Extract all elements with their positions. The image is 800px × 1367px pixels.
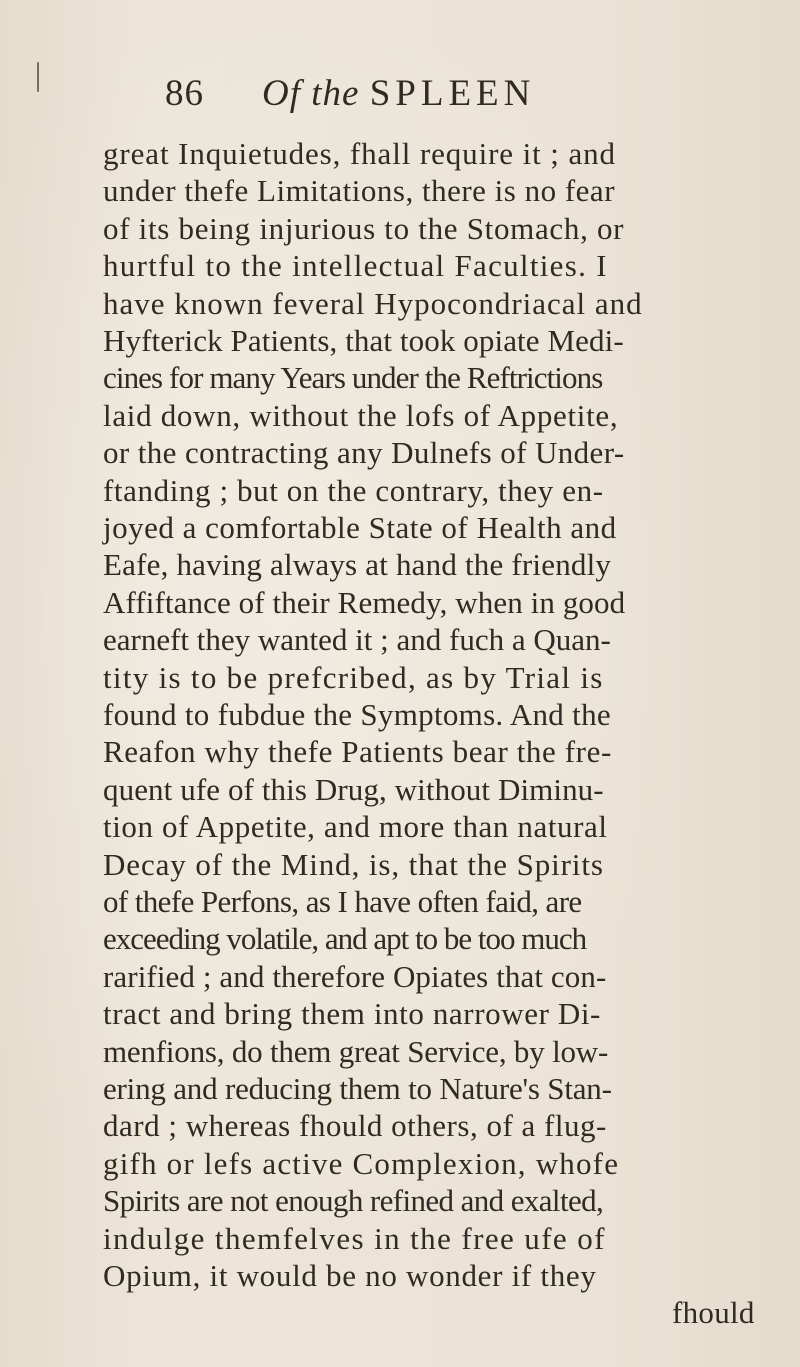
text-line: ering and reducing them to Nature's Stan- xyxy=(103,1071,612,1106)
text-line: Hyfterick Patients, that took opiate Medi- xyxy=(103,323,624,358)
text-line: quent ufe of this Drug, without Diminu- xyxy=(103,771,604,807)
text-line: dard ; whereas fhould others, of a flug- xyxy=(103,1108,607,1144)
running-title-of: Of xyxy=(262,73,301,114)
text-line: tity is to be prefcribed, as by Trial is xyxy=(103,659,604,695)
text-line: under thefe Limitations, there is no fear xyxy=(103,173,616,209)
text-line: gifh or lefs active Complexion, whofe xyxy=(103,1145,620,1181)
text-line: Eafe, having always at hand the friendly xyxy=(103,547,612,583)
text-line: Affiftance of their Remedy, when in good xyxy=(103,584,626,620)
text-line: hurtful to the intellectual Faculties. I xyxy=(103,248,608,284)
text-line: found to fubdue the Symptoms. And the xyxy=(103,697,611,732)
text-line: joyed a comfortable State of Health and xyxy=(103,510,617,545)
text-line: or the contracting any Dulnefs of Under- xyxy=(103,435,625,471)
text-line: Reafon why thefe Patients bear the fre- xyxy=(103,734,612,770)
text-line: tion of Appetite, and more than natural xyxy=(103,809,608,845)
running-title-the: the xyxy=(311,73,360,114)
text-line: Spirits are not enough refined and exalted, xyxy=(103,1183,604,1219)
text-line: cines for many Years under the Reftrictions xyxy=(103,360,603,396)
running-title-spleen: SPLEEN xyxy=(369,73,536,114)
text-line: ftanding ; but on the contrary, they en- xyxy=(103,472,604,508)
text-line: laid down, without the lofs of Appetite, xyxy=(103,397,619,433)
text-line: great Inquietudes, fhall require it ; and xyxy=(103,136,616,171)
text-line: have known feveral Hypocondriacal and xyxy=(103,285,643,321)
catchword: fhould xyxy=(672,1295,755,1331)
text-line: Decay of the Mind, is, that the Spirits xyxy=(103,846,604,882)
text-line: earneft they wanted it ; and fuch a Quan- xyxy=(103,622,611,658)
text-line: menfions, do them great Service, by low- xyxy=(103,1033,609,1069)
text-line: rarified ; and therefore Opiates that con- xyxy=(103,958,607,994)
text-line: tract and bring them into narrower Di- xyxy=(103,996,601,1032)
text-line: of its being injurious to the Stomach, or xyxy=(103,210,625,246)
text-line: of thefe Perfons, as I have often faid, are xyxy=(103,884,582,919)
text-line: exceeding volatile, and apt to be too much xyxy=(103,921,587,957)
page-number: 86 xyxy=(165,73,204,114)
text-line: indulge themfelves in the free ufe of xyxy=(103,1220,606,1256)
text-line: Opium, it would be no wonder if they xyxy=(103,1258,597,1293)
